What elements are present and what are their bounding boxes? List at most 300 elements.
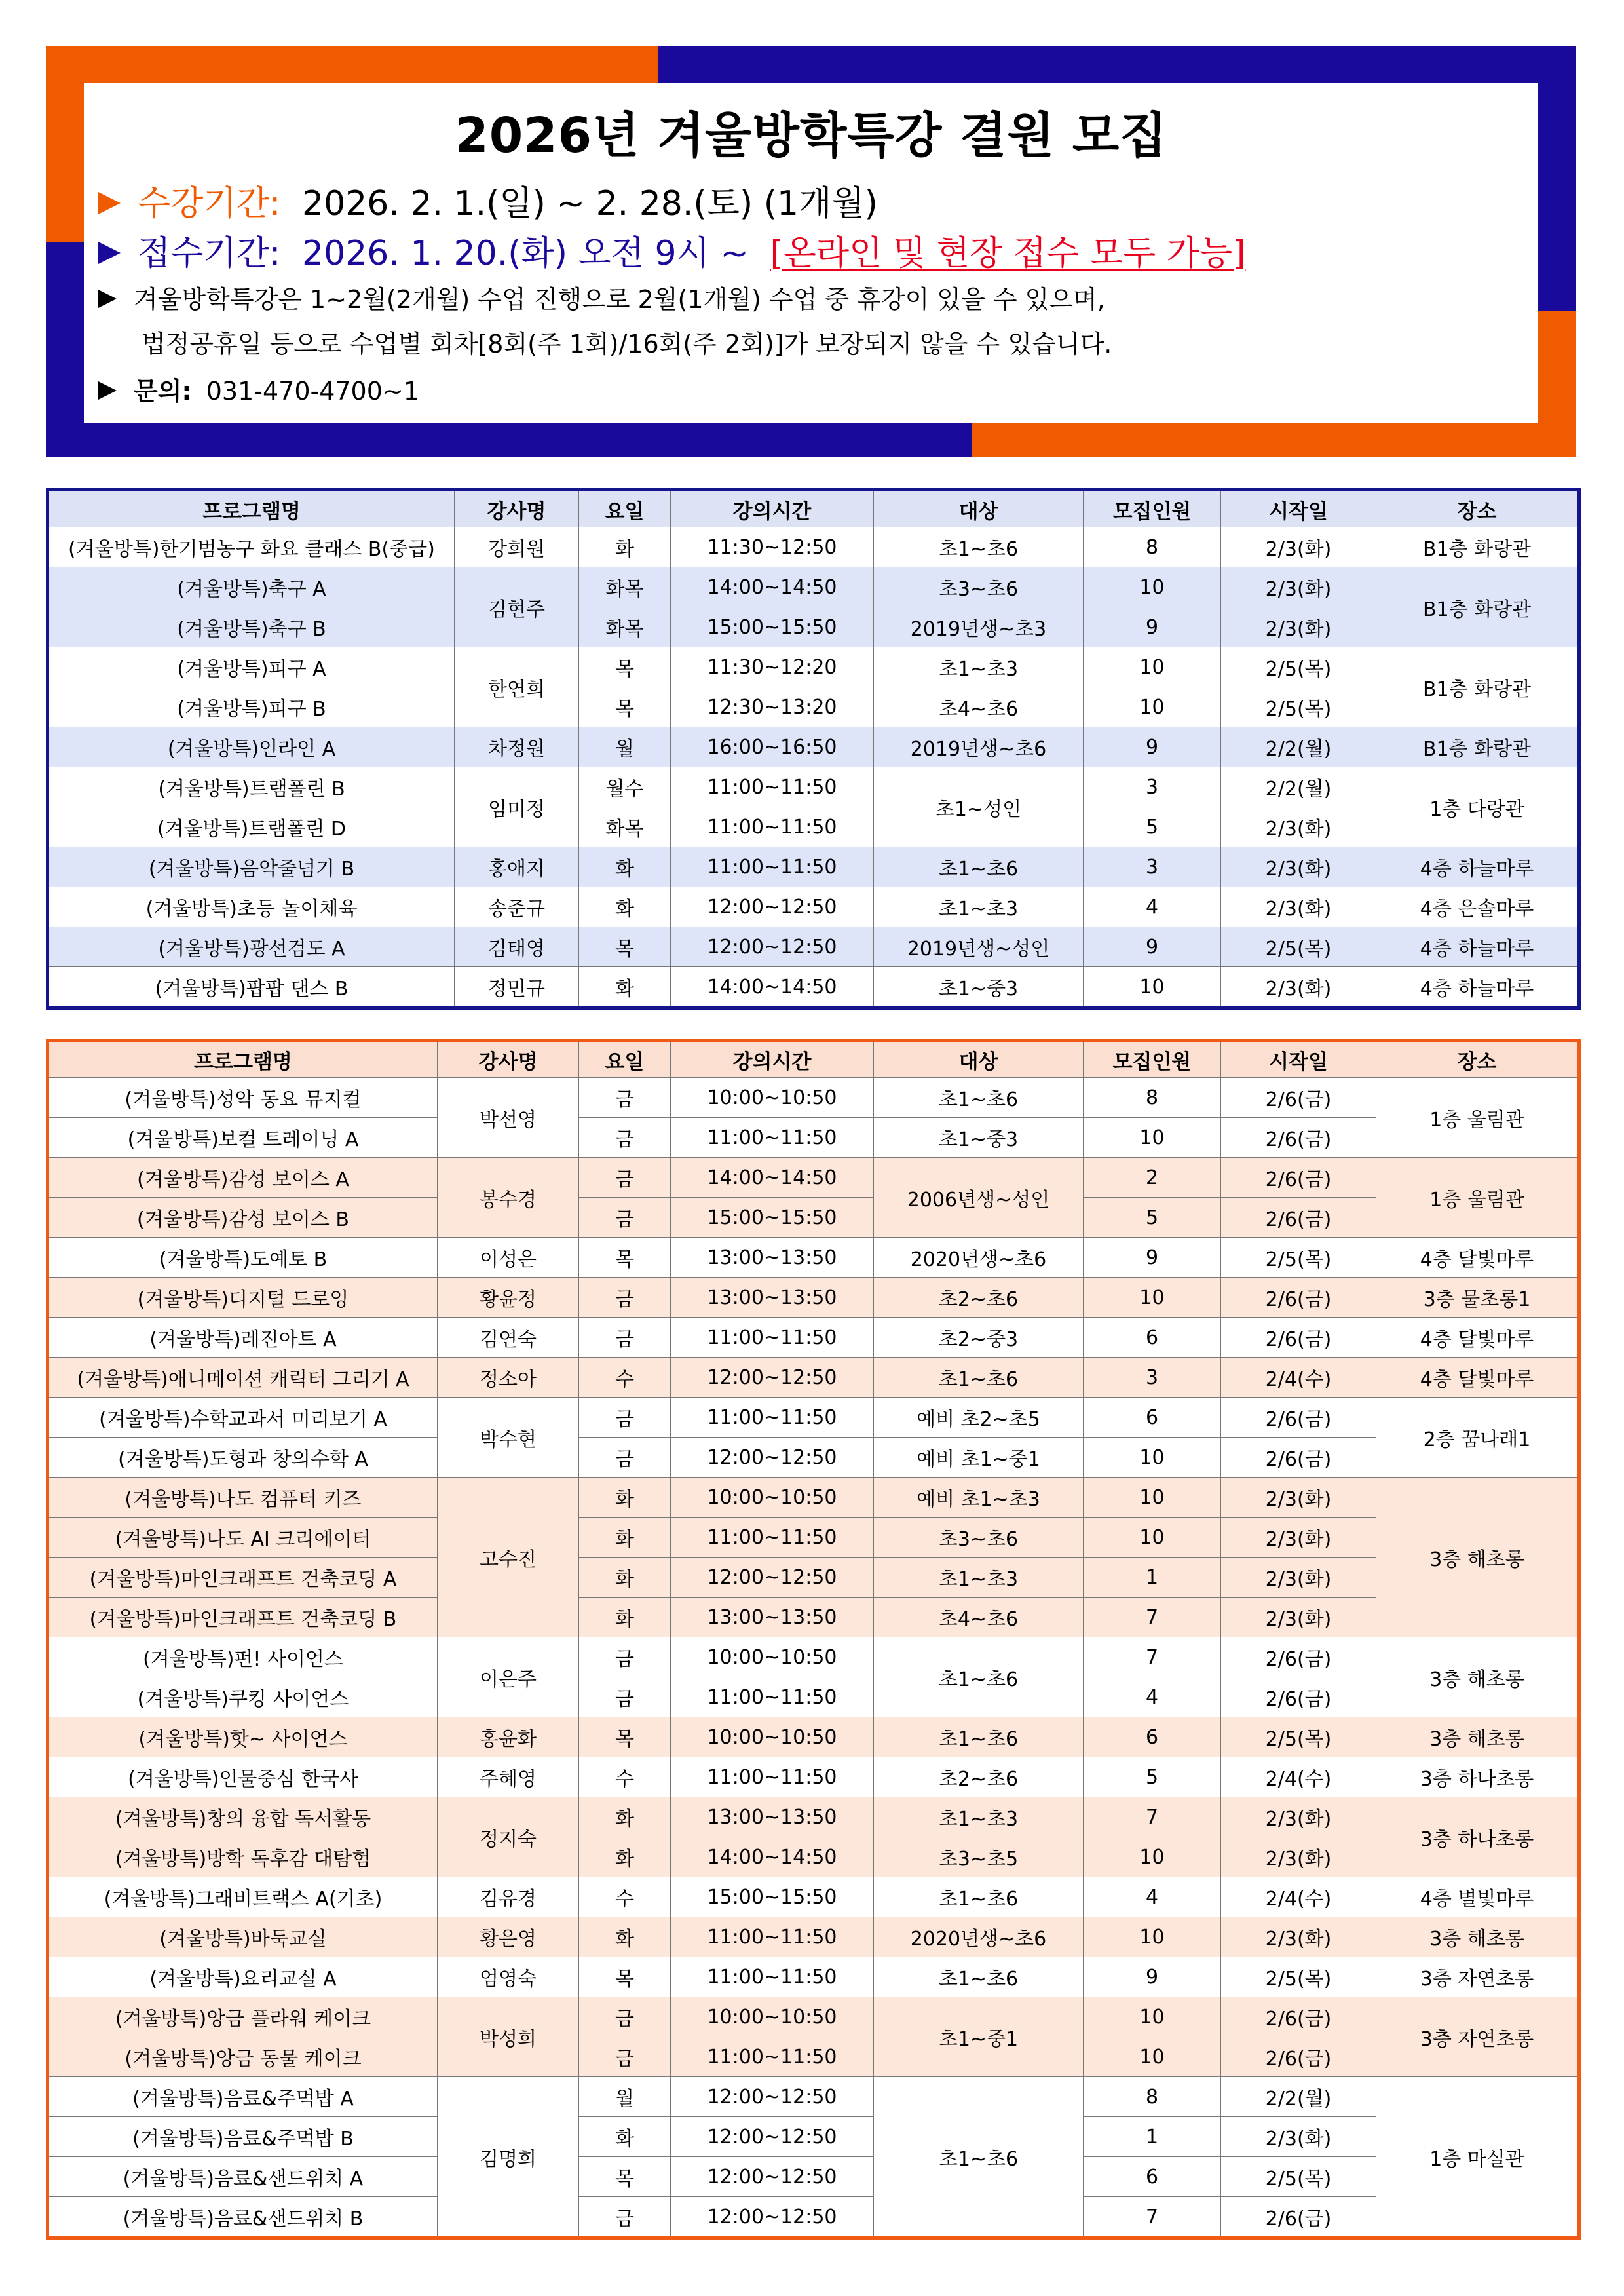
registration-period-label: 접수기간: [138, 234, 281, 273]
cell-time: 11:00~11:50 [671, 1398, 874, 1438]
cell-place: 3층 해초롱 [1376, 1917, 1579, 1957]
cell-place: 1층 울림관 [1376, 1078, 1579, 1158]
cell-program-name: (겨울방특)음료&주먹밥 A [48, 2077, 438, 2117]
cell-program-name: (겨울방특)축구 A [48, 567, 455, 607]
cell-place: 3층 물초롱1 [1376, 1278, 1579, 1318]
cell-program-name: (겨울방특)음료&샌드위치 B [48, 2197, 438, 2238]
cell-day: 수 [579, 1757, 671, 1797]
cell-time: 16:00~16:50 [671, 727, 874, 767]
table-row [48, 647, 1579, 687]
cell-start-date: 2/5(목) [1221, 687, 1376, 727]
cell-count: 6 [1084, 1318, 1221, 1358]
cell-time: 11:00~11:50 [671, 2037, 874, 2077]
cell-start-date: 2/6(금) [1221, 2037, 1376, 2077]
column-header-program-name: 프로그램명 [48, 490, 455, 527]
cell-start-date: 2/3(화) [1221, 1917, 1376, 1957]
cell-place: 3층 하나초롱 [1376, 1757, 1579, 1797]
cell-start-date: 2/6(금) [1221, 1158, 1376, 1198]
cell-start-date: 2/4(수) [1221, 1358, 1376, 1398]
cell-time: 14:00~14:50 [671, 1837, 874, 1877]
cell-count: 6 [1084, 1717, 1221, 1757]
cell-time: 11:00~11:50 [671, 1957, 874, 1997]
cell-place: B1층 화랑관 [1376, 527, 1579, 567]
cell-start-date: 2/3(화) [1221, 807, 1376, 847]
cell-target: 예비 초1~초3 [874, 1478, 1084, 1518]
cell-target: 초1~초6 [874, 2077, 1084, 2238]
cell-teacher: 김유경 [438, 1877, 579, 1917]
table-row [48, 1757, 1579, 1797]
cell-count: 10 [1084, 1478, 1221, 1518]
table-row [48, 1917, 1579, 1957]
cell-teacher: 강희원 [455, 527, 579, 567]
cell-time: 10:00~10:50 [671, 1637, 874, 1677]
course-period-line [98, 176, 878, 225]
cell-time: 15:00~15:50 [671, 1877, 874, 1917]
cell-teacher: 주혜영 [438, 1757, 579, 1797]
cell-start-date: 2/3(화) [1221, 527, 1376, 567]
cell-teacher: 임미정 [455, 767, 579, 847]
notice-line-2: 법정공휴일 등으로 수업별 회차[8회(주 1회)/16회(주 2회)]가 보장되지 않을 수 있습니다. [142, 330, 1112, 358]
cell-count: 9 [1084, 1957, 1221, 1997]
cell-program-name: (겨울방특)마인크래프트 건축코딩 A [48, 1558, 438, 1598]
cell-target: 초1~초6 [874, 527, 1084, 567]
table-row [48, 2157, 1579, 2197]
cell-day: 화 [579, 1837, 671, 1877]
cell-program-name: (겨울방특)팝팝 댄스 B [48, 967, 455, 1008]
cell-target: 초1~초3 [874, 1558, 1084, 1598]
cell-time: 10:00~10:50 [671, 1078, 874, 1118]
cell-count: 6 [1084, 2157, 1221, 2197]
cell-teacher: 한연희 [455, 647, 579, 727]
cell-count: 4 [1084, 1877, 1221, 1917]
cell-count: 7 [1084, 1598, 1221, 1637]
cell-day: 화목 [579, 807, 671, 847]
cell-day: 금 [579, 1198, 671, 1238]
cell-start-date: 2/5(목) [1221, 1957, 1376, 1997]
cell-day: 화 [579, 847, 671, 887]
culture-class-table [46, 1039, 1581, 2240]
sports-class-table [46, 488, 1581, 1010]
cell-count: 10 [1084, 687, 1221, 727]
cell-time: 13:00~13:50 [671, 1278, 874, 1318]
cell-target: 초3~초6 [874, 1518, 1084, 1558]
bullet-triangle-icon [98, 192, 121, 214]
course-period-label: 수강기간: [138, 184, 281, 223]
cell-program-name: (겨울방특)음료&주먹밥 B [48, 2117, 438, 2157]
cell-time: 12:00~12:50 [671, 2157, 874, 2197]
table-row [48, 1558, 1579, 1598]
table-row [48, 847, 1579, 887]
cell-time: 12:00~12:50 [671, 1358, 874, 1398]
cell-time: 12:30~13:20 [671, 687, 874, 727]
cell-count: 10 [1084, 1997, 1221, 2037]
cell-target: 초1~초3 [874, 1797, 1084, 1837]
cell-place: 4층 별빛마루 [1376, 1877, 1579, 1917]
cell-teacher: 박수현 [438, 1398, 579, 1478]
cell-count: 10 [1084, 1118, 1221, 1158]
cell-day: 금 [579, 1318, 671, 1358]
cell-target: 예비 초2~초5 [874, 1398, 1084, 1438]
cell-teacher: 황은영 [438, 1917, 579, 1957]
cell-count: 10 [1084, 2037, 1221, 2077]
contact-phone: 031-470-4700~1 [206, 377, 419, 406]
cell-day: 목 [579, 1717, 671, 1757]
cell-time: 11:00~11:50 [671, 847, 874, 887]
cell-time: 11:00~11:50 [671, 1318, 874, 1358]
table-row [48, 1677, 1579, 1717]
cell-teacher: 김현주 [455, 567, 579, 647]
cell-start-date: 2/2(월) [1221, 2077, 1376, 2117]
cell-program-name: (겨울방특)감성 보이스 B [48, 1198, 438, 1238]
cell-place: 3층 하나초롱 [1376, 1797, 1579, 1877]
column-header-teacher: 강사명 [455, 490, 579, 527]
cell-time: 12:00~12:50 [671, 887, 874, 927]
cell-start-date: 2/2(월) [1221, 727, 1376, 767]
cell-place: 1층 마실관 [1376, 2077, 1579, 2238]
cell-start-date: 2/2(월) [1221, 767, 1376, 807]
cell-program-name: (겨울방특)나도 컴퓨터 키즈 [48, 1478, 438, 1518]
cell-teacher: 차정원 [455, 727, 579, 767]
page-title: 2026년 겨울방학특강 결원 모집 [455, 107, 1167, 164]
cell-day: 금 [579, 1637, 671, 1677]
cell-target: 초3~초6 [874, 567, 1084, 607]
column-header-target: 대상 [874, 490, 1084, 527]
cell-teacher: 고수진 [438, 1478, 579, 1637]
cell-time: 12:00~12:50 [671, 2077, 874, 2117]
cell-teacher: 정민규 [455, 967, 579, 1008]
cell-day: 수 [579, 1358, 671, 1398]
cell-time: 12:00~12:50 [671, 927, 874, 967]
cell-target: 초1~초6 [874, 1637, 1084, 1717]
cell-day: 금 [579, 1438, 671, 1478]
cell-start-date: 2/6(금) [1221, 2197, 1376, 2238]
cell-count: 3 [1084, 847, 1221, 887]
registration-method-note: [온라인 및 현장 접수 모두 가능] [770, 234, 1246, 273]
table-row [48, 527, 1579, 567]
cell-count: 8 [1084, 1078, 1221, 1118]
table-row [48, 1997, 1579, 2037]
cell-count: 8 [1084, 527, 1221, 567]
table-row [48, 567, 1579, 607]
cell-time: 11:00~11:50 [671, 1118, 874, 1158]
cell-count: 9 [1084, 1238, 1221, 1278]
cell-time: 14:00~14:50 [671, 967, 874, 1008]
cell-place: 4층 달빛마루 [1376, 1318, 1579, 1358]
cell-program-name: (겨울방특)쿠킹 사이언스 [48, 1677, 438, 1717]
cell-teacher: 이성은 [438, 1238, 579, 1278]
column-header-target: 대상 [874, 1041, 1084, 1078]
cell-teacher: 봉수경 [438, 1158, 579, 1238]
notice-text-1: 겨울방학특강은 1~2월(2개월) 수업 진행으로 2월(1개월) 수업 중 휴강이 있을 수 있으며, [134, 285, 1105, 314]
cell-time: 11:30~12:50 [671, 527, 874, 567]
cell-target: 초1~초6 [874, 1358, 1084, 1398]
cell-day: 금 [579, 1158, 671, 1198]
cell-time: 14:00~14:50 [671, 1158, 874, 1198]
cell-program-name: (겨울방특)디지털 드로잉 [48, 1278, 438, 1318]
table-row [48, 1198, 1579, 1238]
cell-start-date: 2/5(목) [1221, 2157, 1376, 2197]
column-header-day: 요일 [579, 1041, 671, 1078]
contact-label: 문의: [134, 377, 192, 406]
cell-target: 초2~초6 [874, 1757, 1084, 1797]
cell-day: 화목 [579, 567, 671, 607]
cell-time: 15:00~15:50 [671, 607, 874, 647]
table-row [48, 767, 1579, 807]
cell-target: 초1~초6 [874, 1957, 1084, 1997]
cell-target: 초2~초6 [874, 1278, 1084, 1318]
cell-count: 5 [1084, 1757, 1221, 1797]
cell-start-date: 2/3(화) [1221, 2117, 1376, 2157]
cell-day: 목 [579, 647, 671, 687]
cell-place: 3층 자연초롱 [1376, 1957, 1579, 1997]
table-row [48, 1797, 1579, 1837]
cell-target: 초3~초5 [874, 1837, 1084, 1877]
table-row [48, 1278, 1579, 1318]
cell-teacher: 정지숙 [438, 1797, 579, 1877]
cell-place: 4층 달빛마루 [1376, 1358, 1579, 1398]
cell-count: 1 [1084, 1558, 1221, 1598]
table-row [48, 1478, 1579, 1518]
column-header-count: 모집인원 [1084, 1041, 1221, 1078]
cell-count: 10 [1084, 1917, 1221, 1957]
cell-day: 목 [579, 1238, 671, 1278]
table-row [48, 2197, 1579, 2238]
cell-day: 화 [579, 1518, 671, 1558]
cell-program-name: (겨울방특)보컬 트레이닝 A [48, 1118, 438, 1158]
cell-time: 14:00~14:50 [671, 567, 874, 607]
table-row [48, 727, 1579, 767]
cell-program-name: (겨울방특)음악줄넘기 B [48, 847, 455, 887]
cell-count: 10 [1084, 567, 1221, 607]
cell-program-name: (겨울방특)축구 B [48, 607, 455, 647]
cell-target: 초1~초6 [874, 1078, 1084, 1118]
cell-count: 9 [1084, 927, 1221, 967]
table-row [48, 1957, 1579, 1997]
cell-count: 4 [1084, 1677, 1221, 1717]
cell-teacher: 김연숙 [438, 1318, 579, 1358]
cell-count: 5 [1084, 807, 1221, 847]
frame-left-top [46, 46, 84, 242]
cell-count: 3 [1084, 1358, 1221, 1398]
cell-place: 4층 달빛마루 [1376, 1238, 1579, 1278]
cell-target: 초1~초3 [874, 647, 1084, 687]
cell-program-name: (겨울방특)음료&샌드위치 A [48, 2157, 438, 2197]
cell-target: 초1~중1 [874, 1997, 1084, 2077]
table-row [48, 807, 1579, 847]
cell-start-date: 2/5(목) [1221, 1238, 1376, 1278]
cell-count: 9 [1084, 607, 1221, 647]
cell-target: 초1~중3 [874, 1118, 1084, 1158]
column-header-program-name: 프로그램명 [48, 1041, 438, 1078]
cell-day: 화 [579, 967, 671, 1008]
cell-target: 2019년생~성인 [874, 927, 1084, 967]
table-row [48, 1078, 1579, 1118]
cell-day: 목 [579, 927, 671, 967]
cell-start-date: 2/6(금) [1221, 1637, 1376, 1677]
cell-start-date: 2/3(화) [1221, 887, 1376, 927]
cell-day: 화 [579, 1917, 671, 1957]
cell-start-date: 2/3(화) [1221, 567, 1376, 607]
cell-program-name: (겨울방특)초등 놀이체육 [48, 887, 455, 927]
table-row [48, 1598, 1579, 1637]
cell-teacher: 박선영 [438, 1078, 579, 1158]
cell-place: 2층 꿈나래1 [1376, 1398, 1579, 1478]
cell-program-name: (겨울방특)감성 보이스 A [48, 1158, 438, 1198]
cell-program-name: (겨울방특)레진아트 A [48, 1318, 438, 1358]
column-header-day: 요일 [579, 490, 671, 527]
bullet-triangle-icon [98, 381, 117, 400]
cell-target: 예비 초1~중1 [874, 1438, 1084, 1478]
table-header-row [48, 1041, 1579, 1078]
cell-teacher: 홍윤화 [438, 1717, 579, 1757]
table-row [48, 1438, 1579, 1478]
cell-start-date: 2/5(목) [1221, 927, 1376, 967]
cell-count: 10 [1084, 967, 1221, 1008]
column-header-place: 장소 [1376, 1041, 1579, 1078]
cell-place: 1층 울림관 [1376, 1158, 1579, 1238]
cell-day: 목 [579, 2157, 671, 2197]
cell-place: B1층 화랑관 [1376, 647, 1579, 727]
cell-count: 7 [1084, 1797, 1221, 1837]
cell-start-date: 2/3(화) [1221, 847, 1376, 887]
cell-program-name: (겨울방특)인라인 A [48, 727, 455, 767]
cell-place: 1층 다랑관 [1376, 767, 1579, 847]
cell-start-date: 2/6(금) [1221, 1318, 1376, 1358]
cell-count: 10 [1084, 1438, 1221, 1478]
cell-start-date: 2/4(수) [1221, 1757, 1376, 1797]
cell-count: 9 [1084, 727, 1221, 767]
cell-day: 월 [579, 727, 671, 767]
column-header-teacher: 강사명 [438, 1041, 579, 1078]
cell-day: 금 [579, 2197, 671, 2238]
cell-count: 10 [1084, 647, 1221, 687]
cell-count: 7 [1084, 2197, 1221, 2238]
cell-program-name: (겨울방특)트램폴린 B [48, 767, 455, 807]
cell-teacher: 송준규 [455, 887, 579, 927]
cell-day: 금 [579, 1118, 671, 1158]
cell-count: 2 [1084, 1158, 1221, 1198]
table-row [48, 927, 1579, 967]
cell-target: 초2~중3 [874, 1318, 1084, 1358]
cell-start-date: 2/4(수) [1221, 1877, 1376, 1917]
cell-day: 금 [579, 2037, 671, 2077]
column-header-time: 강의시간 [671, 1041, 874, 1078]
table-row [48, 1358, 1579, 1398]
cell-program-name: (겨울방특)앙금 플라워 케이크 [48, 1997, 438, 2037]
cell-target: 초1~초6 [874, 847, 1084, 887]
column-header-place: 장소 [1376, 490, 1579, 527]
cell-start-date: 2/3(화) [1221, 1598, 1376, 1637]
cell-target: 초1~초6 [874, 1717, 1084, 1757]
table-row [48, 1118, 1579, 1158]
cell-day: 금 [579, 1997, 671, 2037]
cell-start-date: 2/3(화) [1221, 967, 1376, 1008]
frame-bottom-left [46, 423, 972, 457]
cell-day: 화목 [579, 607, 671, 647]
cell-place: 4층 하늘마루 [1376, 927, 1579, 967]
cell-time: 11:00~11:50 [671, 1677, 874, 1717]
cell-day: 금 [579, 1398, 671, 1438]
cell-place: 4층 은솔마루 [1376, 887, 1579, 927]
cell-time: 13:00~13:50 [671, 1598, 874, 1637]
cell-day: 금 [579, 1278, 671, 1318]
cell-program-name: (겨울방특)광선검도 A [48, 927, 455, 967]
cell-program-name: (겨울방특)펀! 사이언스 [48, 1637, 438, 1677]
table-row [48, 2037, 1579, 2077]
cell-start-date: 2/6(금) [1221, 1278, 1376, 1318]
bullet-triangle-icon [98, 290, 117, 308]
cell-start-date: 2/6(금) [1221, 1198, 1376, 1238]
contact-line [98, 371, 419, 407]
cell-target: 초1~초3 [874, 887, 1084, 927]
cell-place: 3층 자연초롱 [1376, 1997, 1579, 2077]
cell-target: 초4~초6 [874, 1598, 1084, 1637]
cell-count: 10 [1084, 1278, 1221, 1318]
cell-start-date: 2/3(화) [1221, 1558, 1376, 1598]
table-row [48, 967, 1579, 1008]
table-row [48, 1398, 1579, 1438]
cell-place: 3층 해초롱 [1376, 1637, 1579, 1717]
cell-place: B1층 화랑관 [1376, 567, 1579, 647]
cell-program-name: (겨울방특)성악 동요 뮤지컬 [48, 1078, 438, 1118]
cell-teacher: 이은주 [438, 1637, 579, 1717]
frame-top-left [46, 46, 658, 83]
cell-day: 화 [579, 1797, 671, 1837]
cell-time: 11:00~11:50 [671, 807, 874, 847]
column-header-count: 모집인원 [1084, 490, 1221, 527]
notice-line-1 [98, 279, 1105, 315]
cell-target: 초1~성인 [874, 767, 1084, 847]
cell-count: 6 [1084, 1398, 1221, 1438]
cell-day: 화 [579, 1598, 671, 1637]
cell-target: 2019년생~초3 [874, 607, 1084, 647]
registration-period-line [98, 225, 1246, 275]
cell-start-date: 2/6(금) [1221, 1078, 1376, 1118]
cell-day: 화 [579, 1558, 671, 1598]
table-row [48, 1837, 1579, 1877]
cell-target: 2006년생~성인 [874, 1158, 1084, 1238]
cell-teacher: 김명희 [438, 2077, 579, 2238]
cell-start-date: 2/3(화) [1221, 1478, 1376, 1518]
cell-program-name: (겨울방특)나도 AI 크리에이터 [48, 1518, 438, 1558]
cell-target: 2019년생~초6 [874, 727, 1084, 767]
table-row [48, 1877, 1579, 1917]
cell-program-name: (겨울방특)마인크래프트 건축코딩 B [48, 1598, 438, 1637]
cell-program-name: (겨울방특)창의 융합 독서활동 [48, 1797, 438, 1837]
cell-day: 화 [579, 1478, 671, 1518]
cell-count: 8 [1084, 2077, 1221, 2117]
cell-day: 목 [579, 687, 671, 727]
cell-count: 5 [1084, 1198, 1221, 1238]
cell-time: 12:00~12:50 [671, 1558, 874, 1598]
frame-top-right [658, 46, 1576, 83]
cell-time: 10:00~10:50 [671, 1717, 874, 1757]
column-header-time: 강의시간 [671, 490, 874, 527]
cell-start-date: 2/3(화) [1221, 607, 1376, 647]
cell-day: 화 [579, 2117, 671, 2157]
cell-place: 4층 하늘마루 [1376, 967, 1579, 1008]
table-row [48, 1518, 1579, 1558]
cell-time: 13:00~13:50 [671, 1238, 874, 1278]
cell-count: 10 [1084, 1518, 1221, 1558]
cell-program-name: (겨울방특)도예토 B [48, 1238, 438, 1278]
cell-program-name: (겨울방특)애니메이션 캐릭터 그리기 A [48, 1358, 438, 1398]
cell-start-date: 2/6(금) [1221, 1677, 1376, 1717]
cell-program-name: (겨울방특)핫~ 사이언스 [48, 1717, 438, 1757]
cell-time: 11:00~11:50 [671, 1757, 874, 1797]
cell-program-name: (겨울방특)그래비트랙스 A(기초) [48, 1877, 438, 1917]
cell-program-name: (겨울방특)도형과 창의수학 A [48, 1438, 438, 1478]
